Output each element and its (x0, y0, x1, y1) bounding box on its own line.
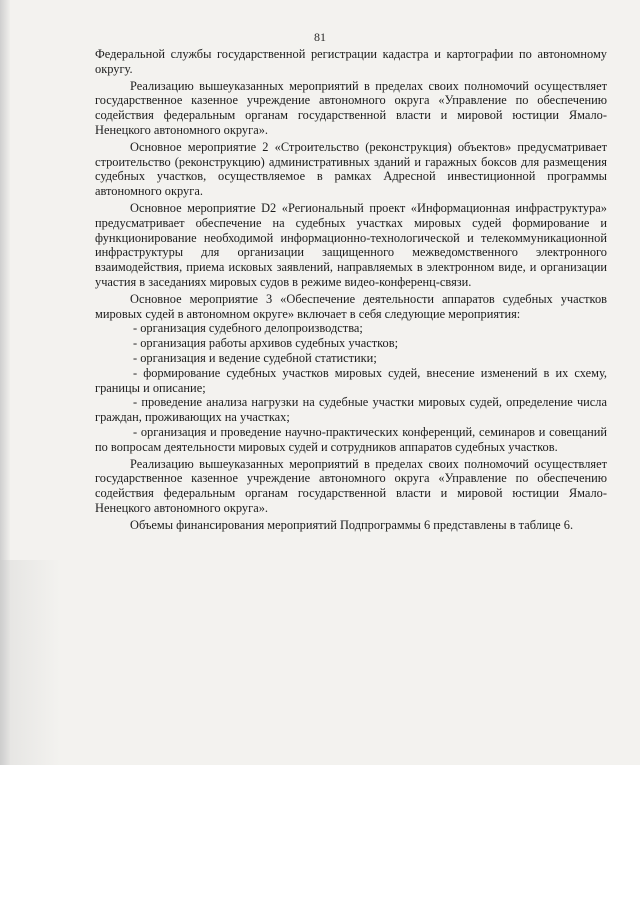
paragraph-continuation: Федеральной службы государственной регистрации кадастра и картографии по автономному округу. (95, 47, 607, 76)
list-item: - организация и ведение судебной статистики; (133, 350, 377, 365)
document-body (95, 47, 607, 533)
list-item: - формирование судебных участков мировых судей, внесение изменений в их схему, границы и описание; (95, 365, 607, 395)
page-number: 81 (314, 30, 326, 44)
list-item: - проведение анализа нагрузки на судебные участки мировых судей, определение числа граждан, проживающих на участках; (95, 395, 607, 425)
blank-area (0, 765, 640, 905)
scan-shading (0, 560, 60, 765)
paragraph-implementer-1: Реализацию вышеуказанных мероприятий в пределах своих полномочий осуществляет государственное казенное учреждение автономного округа «Управление по обеспечению содействия федеральным органам государственной власти и мировой юстиции Ямало-Ненецкого автономного округа». (95, 78, 607, 137)
list-item: - организация и проведение научно-практических конференций, семинаров и совещаний по вопросам деятельности мировых судей и сотрудников аппаратов судебных участков. (95, 424, 607, 454)
paragraph-measure-2: Основное мероприятие 2 «Строительство (реконструкция) объектов» предусматривает строительство (реконструкцию) административных зданий и гаражных боксов для размещения судебных участков, осуществляемое в рамках Адресной инвестиционной программы автономного округа. (95, 139, 607, 199)
list-item: - организация судебного делопроизводства; (133, 321, 363, 336)
list-item: - организация работы архивов судебных участков; (133, 336, 399, 351)
paragraph-measure-d2: Основное мероприятие D2 «Региональный проект «Информационная инфраструктура» предусматривает обеспечение на судебных участках мировых судей формирование и функционирование необходимой информационно-технологической и телекоммуникационной инфраструктуры для организации защищенного межведомственного электронного взаимодействия, приема исковых заявлений, направляемых в электронном виде, и организации участия в заседаниях мировых судов в режиме видео-конференц-связи. (95, 200, 607, 289)
paragraph-measure-3: Основное мероприятие 3 «Обеспечение деятельности аппаратов судебных участков мировых судей в автономном округе» включает в себя следующие мероприятия: (95, 291, 607, 321)
paragraph-financing: Объемы финансирования мероприятий Подпрограммы 6 представлены в таблице 6. (130, 517, 574, 532)
paragraph-implementer-2: Реализацию вышеуказанных мероприятий в пределах своих полномочий осуществляет государственное казенное учреждение автономного округа «Управление по обеспечению содействия федеральным органам государственной власти и мировой юстиции Ямало-Ненецкого автономного округа». (95, 456, 607, 515)
